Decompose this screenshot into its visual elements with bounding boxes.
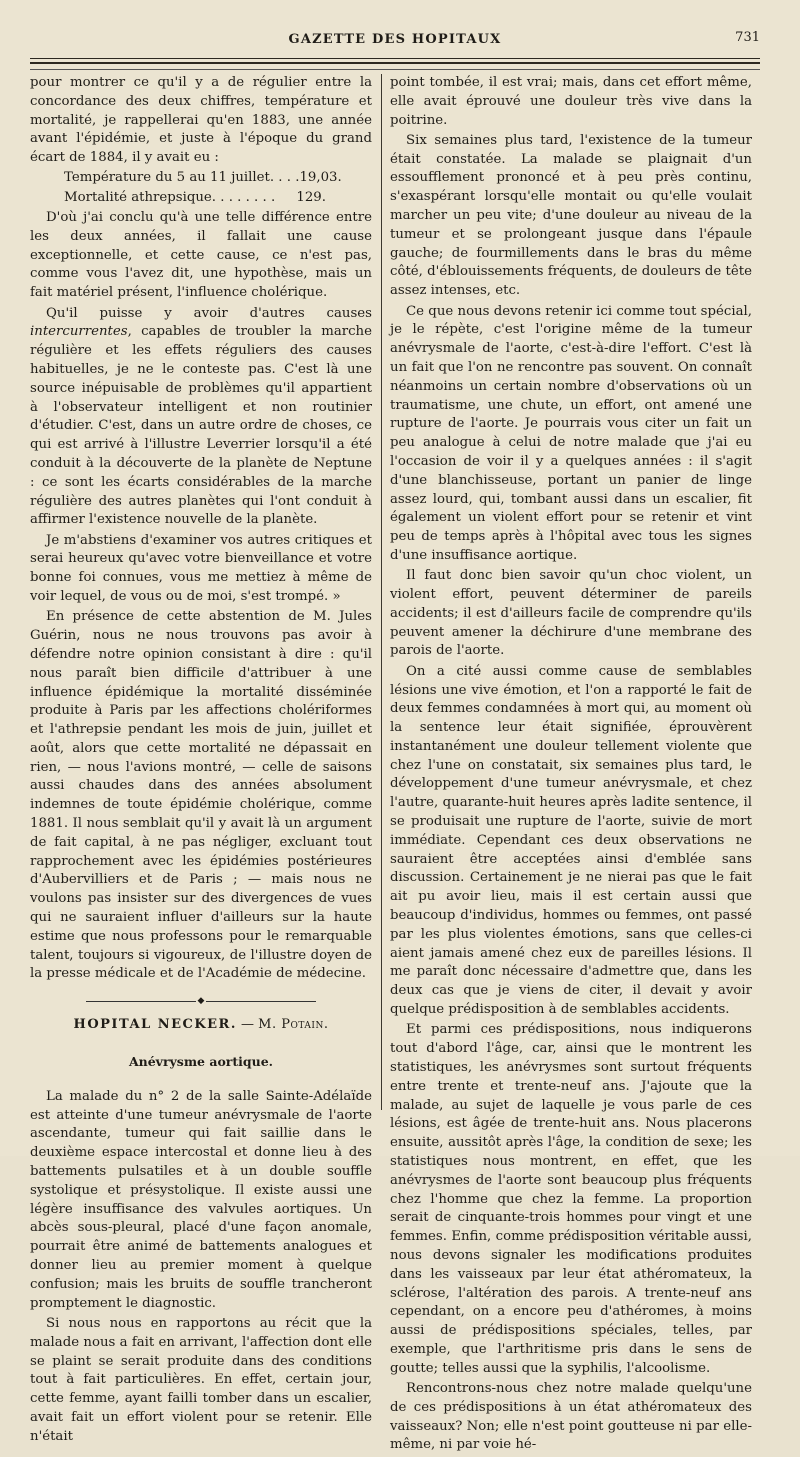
paragraph: Il faut donc bien savoir qu'un choc violent, un violent effort, peuvent déterminer de pareils accidents; il est d'ailleurs facile de comprendre qu'ils peuvent amener la déchirure d'une membrane des parois de l'aorte. xyxy=(390,568,752,659)
mortality-value: 129. xyxy=(296,190,326,206)
emphasized-word: intercurrentes xyxy=(30,324,128,340)
mortality-label: Mortalité athrepsique. . . . . . . . xyxy=(64,190,276,206)
paragraph: On a cité aussi comme cause de semblables lésions une vive émotion, et l'on a rapporté le fait de deux femmes condamnées à mort qui, au moment où la sentence leur était signifiée, éprouvèrent instantanément une douleur tellement violente que chez l'une on constatait, six semaines plus tard, le développement d'une tumeur anévrysmale, et chez l'autre, quarante-huit heures après ladite sentence, il se produisait une rupture de l'aorte, suivie de mort immédiate. Cependant ces deux observations ne sauraient être acceptées ainsi d'emblée sans discussion. Certainement je ne nierai pas que le fait ait pu avoir lieu, mais il est certain aussi que beaucoup d'individus, hommes ou femmes, ont passé par les plus violentes émotions, sans que celles-ci aient jamais amené chez eux de pareilles lésions. Il me paraît donc nécessaire d'admettre que, dans les deux cas que je viens de citer, il devait y avoir quelque prédisposition à de semblables accidents. xyxy=(390,663,752,1018)
column-divider xyxy=(381,74,382,1110)
ornament-line xyxy=(206,1001,316,1002)
paragraph: point tombée, il est vrai; mais, dans cet effort même, elle avait éprouvé une douleur très vive dans la poitrine. xyxy=(390,75,752,128)
section-heading xyxy=(30,1016,372,1035)
left-column xyxy=(30,74,372,1448)
paragraph: D'où j'ai conclu qu'à une telle différence entre les deux années, il fallait une cause exceptionnelle, et cette cause, ce n'est pas, comme vous l'avez dit, une hypothèse, mais un fait matériel présent, l'influence cholérique. xyxy=(30,210,372,301)
paragraph: Je m'abstiens d'examiner vos autres critiques et serai heureux qu'avec votre bienveillance et votre bonne foi connues, vous me mettiez à même de voir lequel, de vous ou de moi, s'est trompé. » xyxy=(30,532,372,605)
paragraph: Si nous nous en rapportons au récit que la malade nous a fait en arrivant, l'affection dont elle se plaint se serait produite dans des conditions tout à fait particulières. En effet, certain jour, cette femme, ayant failli tomber dans un escalier, avait fait un effort violent pour se retenir. Elle n'était xyxy=(30,1315,372,1444)
temperature-row xyxy=(30,169,372,188)
page-header xyxy=(30,28,760,50)
section-ornament xyxy=(30,992,372,1007)
hospital-name: HOPITAL NECKER. xyxy=(73,1017,237,1033)
publication-title: GAZETTE DES HOPITAUX xyxy=(288,32,502,47)
paragraph: La malade du n° 2 de la salle Sainte-Adélaïde est atteinte d'une tumeur anévrysmale de l'aorte ascendante, tumeur qui fait saillie dans le deuxième espace intercostal et donne lieu à des battements pulsatiles et à un double souffle systolique et présystolique. Il existe aussi une légère insuffisance des valvules aortiques. Un abcès sous-pleural, placé d'une façon anomale, pourrait être animé de battements analogues et donner lieu au premier moment à quelque confusion; mais les bruits de souffle trancheront promptement le diagnostic. xyxy=(30,1088,372,1311)
header-rule-bottom xyxy=(30,69,760,70)
page-number: 731 xyxy=(735,30,760,45)
right-column xyxy=(390,74,752,1457)
paragraph: Six semaines plus tard, l'existence de la tumeur était constatée. La malade se plaignait d'un essoufflement prononcé et à peu près continu, s'exaspérant lorsqu'elle montait ou qu'elle voulait marcher un peu vite; d'une douleur au niveau de la tumeur et se prolongeant jusque dans l'épaule gauche; de fourmillements dans le bras du même côté, d'éblouissements fréquents, de douleurs de tête assez intenses, etc. xyxy=(390,132,752,299)
temperature-value: 19,03. xyxy=(299,170,342,186)
paragraph xyxy=(30,305,372,531)
paragraph-text: , capables de troubler la marche régulière et les effets réguliers des causes habituelles, je ne le conteste pas. C'est là une source inépuisable de problèmes qu'il appartient à l'observateur intelligent et non routinier d'étudier. C'est, dans un autre ordre de choses, ce qui est arrivé à l'illustre Leverrier lorsqu'il a été conduit à la découverte de la planète de Neptune : ce sont les écarts considérables de la marche régulière des autres planètes qui l'ont conduit à affirmer l'existence nouvelle de la planète. xyxy=(30,324,372,528)
article-subheading: Anévrysme aortique. xyxy=(128,1054,274,1070)
header-rule-top xyxy=(30,58,760,59)
paragraph-text: Qu'il puisse y avoir d'autres causes xyxy=(46,305,372,321)
paragraph: pour montrer ce qu'il y a de régulier entre la concordance des deux chiffres, température et mortalité, je rappellerai qu'en 1883, une année avant l'épidémie, et juste à l'époque du grand écart de 1884, il y avait eu : xyxy=(30,75,372,166)
paragraph: Rencontrons-nous chez notre malade quelqu'une de ces prédispositions à un état athéromateux des vaisseaux? Non; elle n'est point goutteuse ni par elle-même, ni par voie hé- xyxy=(390,1380,752,1453)
paragraph: Ce que nous devons retenir ici comme tout spécial, je le répète, c'est l'origine même de la tumeur anévrysmale de l'aorte, c'est-à-dire l'effort. C'est là un fait que l'on ne rencontre pas souvent. On connaît néanmoins un certain nombre d'observations où un traumatisme, une chute, un effort, ont amené une rupture de l'aorte. Je pourrais vous citer un fait un peu analogue à celui de notre malade que j'ai eu l'occasion de voir il y a quelques années : il s'agit d'une blanchisseuse, portant un panier de linge assez lourd, qui, tombant aussi dans un escalier, fit également un violent effort pour se retenir et vint peu de temps après à l'hôpital avec tous les signes d'une insuffisance aortique. xyxy=(390,303,752,563)
header-rule-middle xyxy=(30,62,760,64)
mortality-row xyxy=(30,189,372,208)
doctor-name: M. Potain. xyxy=(258,1017,329,1033)
paragraph: En présence de cette abstention de M. Jules Guérin, nous ne nous trouvons pas avoir à défendre notre opinion consistant à dire : qu'il nous paraît bien difficile d'attribuer à une influence épidémique la mortalité disséminée produite à Paris par les affections cholériformes et l'athrepsie pendant les mois de juin, juillet et août, alors que cette mortalité ne dépassait en rien, — nous l'avions montré, — celle de saisons aussi chaudes dans des années absolument indemnes de toute épidémie cholérique, comme 1881. Il nous semblait qu'il y avait là un argument de fait capital, à ne pas négliger, excluant tout rapprochement avec les épidémies postérieures d'Aubervilliers et de Paris ; — mais nous ne voulons pas insister sur des divergences de vues qui ne sauraient influer d'ailleurs sur la haute estime que nous professons pour le remarquable talent, toujours si vigoureux, de l'illustre doyen de la presse médicale et de l'Académie de médecine. xyxy=(30,609,372,982)
temperature-label: Température du 5 au 11 juillet. . . . xyxy=(64,170,300,186)
ornament-glyph: ◆ xyxy=(197,996,205,1007)
ornament-line xyxy=(86,1001,196,1002)
heading-dash: — xyxy=(241,1017,255,1033)
paragraph: Et parmi ces prédispositions, nous indiquerons tout d'abord l'âge, car, ainsi que le montrent les statistiques, les anévrysmes sont surtout fréquents entre trente et trente-neuf ans. J'ajoute que la malade, au sujet de laquelle je vous parle de ces lésions, est âgée de trente-huit ans. Nous placerons ensuite, aussitôt après l'âge, la condition de sexe; les statistiques nous montrent, en effet, que les anévrysmes de l'aorte sont beaucoup plus fréquents chez l'homme que chez la femme. La proportion serait de cinquante-trois hommes pour vingt et une femmes. Enfin, comme prédisposition véritable aussi, nous devons signaler les modifications produites dans les vaisseaux par leur état athéromateux, la sclérose, l'altération des parois. A trente-neuf ans cependant, on a encore peu d'athéromes, à moins aussi de prédispositions spéciales, telles, par exemple, que l'arthritisme pris dans le sens de goutte; telles aussi que la syphilis, l'alcoolisme. xyxy=(390,1022,752,1376)
